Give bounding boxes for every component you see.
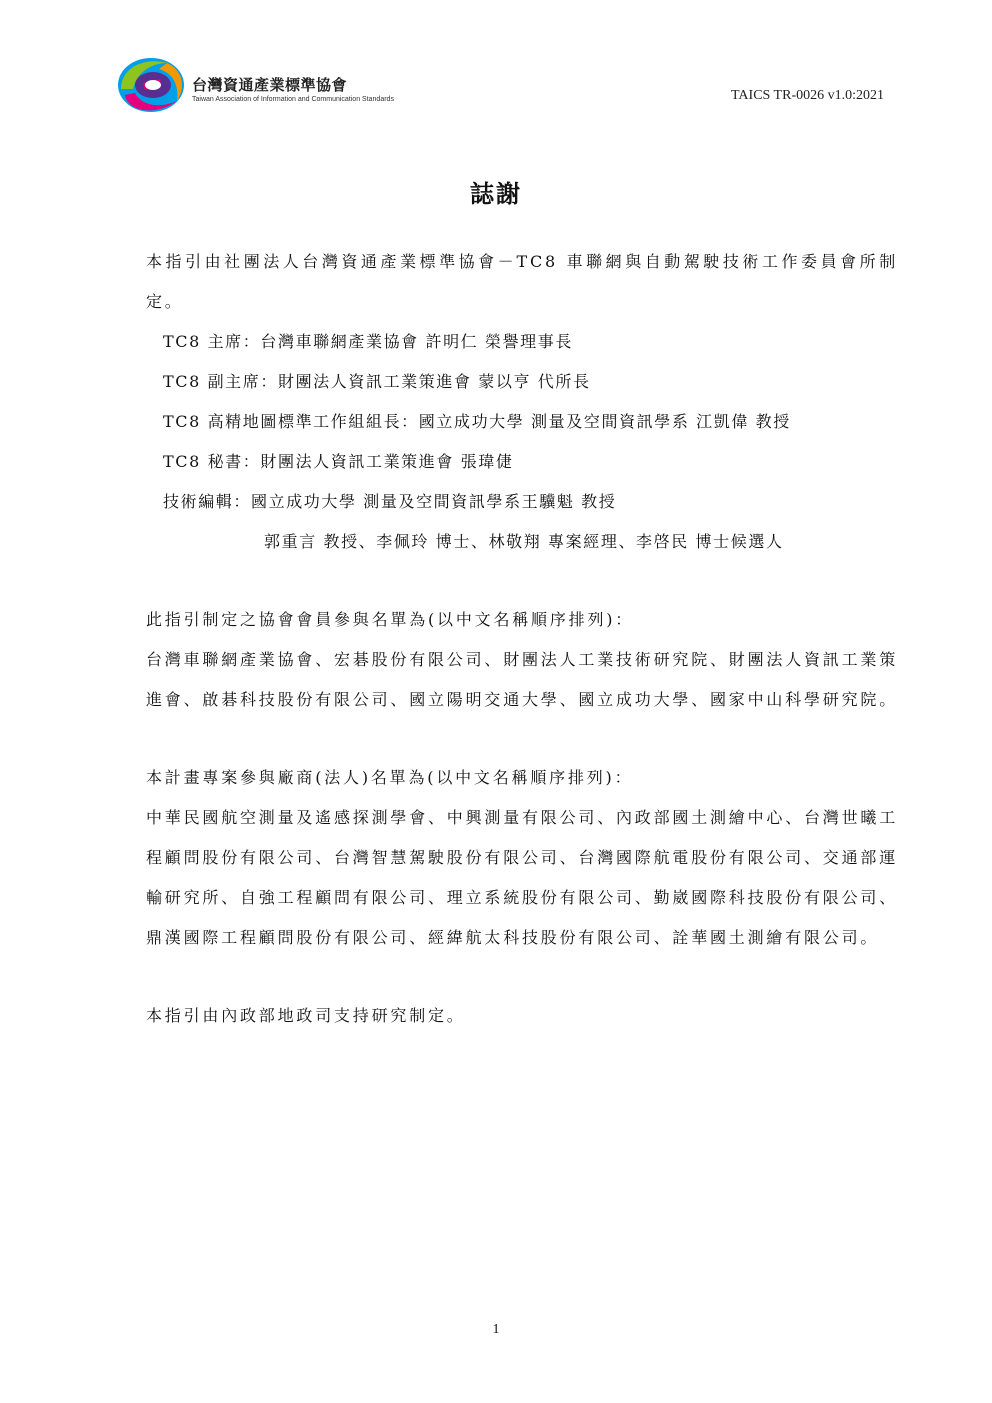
logo-text	[192, 74, 394, 103]
page-header	[0, 0, 992, 130]
roster-secretary: TC8 秘書：財團法人資訊工業策進會 張瑋倢	[163, 452, 514, 471]
roster-group-leader: TC8 高精地圖標準工作組組長：國立成功大學 測量及空間資訊學系 江凱偉 教授	[163, 412, 791, 431]
members-heading: 此指引制定之協會會員參與名單為(以中文名稱順序排列)：	[146, 610, 635, 629]
members-list: 台灣車聯網產業協會、宏碁股份有限公司、財團法人工業技術研究院、財團法人資訊工業策進會、啟碁科技股份有限公司、國立陽明交通大學、國立成功大學、國家中山科學研究院。	[146, 650, 899, 709]
roster-editor-members: 郭重言 教授、李佩玲 博士、林敬翔 專案經理、李啓民 博士候選人	[264, 532, 784, 551]
support-statement: 本指引由內政部地政司支持研究制定。	[146, 1006, 466, 1025]
page-title: 誌謝	[470, 180, 522, 208]
roster-chair: TC8 主席：台灣車聯網產業協會 許明仁 榮譽理事長	[163, 332, 573, 351]
taics-logo-icon	[115, 55, 187, 115]
intro-paragraph: 本指引由社團法人台灣資通產業標準協會－TC8 車聯網與自動駕駛技術工作委員會所制定。	[146, 252, 898, 311]
document-id: TAICS TR-0026 v1.0:2021	[730, 88, 884, 103]
vendors-heading: 本計畫專案參與廠商(法人)名單為(以中文名稱順序排列)：	[146, 768, 634, 787]
spacer	[146, 562, 898, 600]
org-name-en: Taiwan Association of Information and Communication Standards	[192, 96, 394, 103]
spacer	[146, 720, 898, 758]
committee-roster	[146, 322, 898, 562]
document-body	[146, 242, 898, 1036]
roster-technical-editor: 技術編輯：國立成功大學 測量及空間資訊學系王驥魁 教授	[163, 492, 617, 511]
page-number: 1	[492, 1322, 500, 1337]
org-name-zh: 台灣資通產業標準協會	[192, 76, 348, 94]
spacer	[146, 958, 898, 996]
vendors-list: 中華民國航空測量及遙感探測學會、中興測量有限公司、內政部國土測繪中心、台灣世曦工程顧問股份有限公司、台灣智慧駕駛股份有限公司、台灣國際航電股份有限公司、交通部運輸研究所、自強工程顧問有限公司、理立系統股份有限公司、勤崴國際科技股份有限公司、鼎漢國際工程顧問股份有限公司、經緯航太科技股份有限公司、詮華國土測繪有限公司。	[146, 808, 899, 947]
roster-vice-chair: TC8 副主席：財團法人資訊工業策進會 蒙以亨 代所長	[163, 372, 591, 391]
